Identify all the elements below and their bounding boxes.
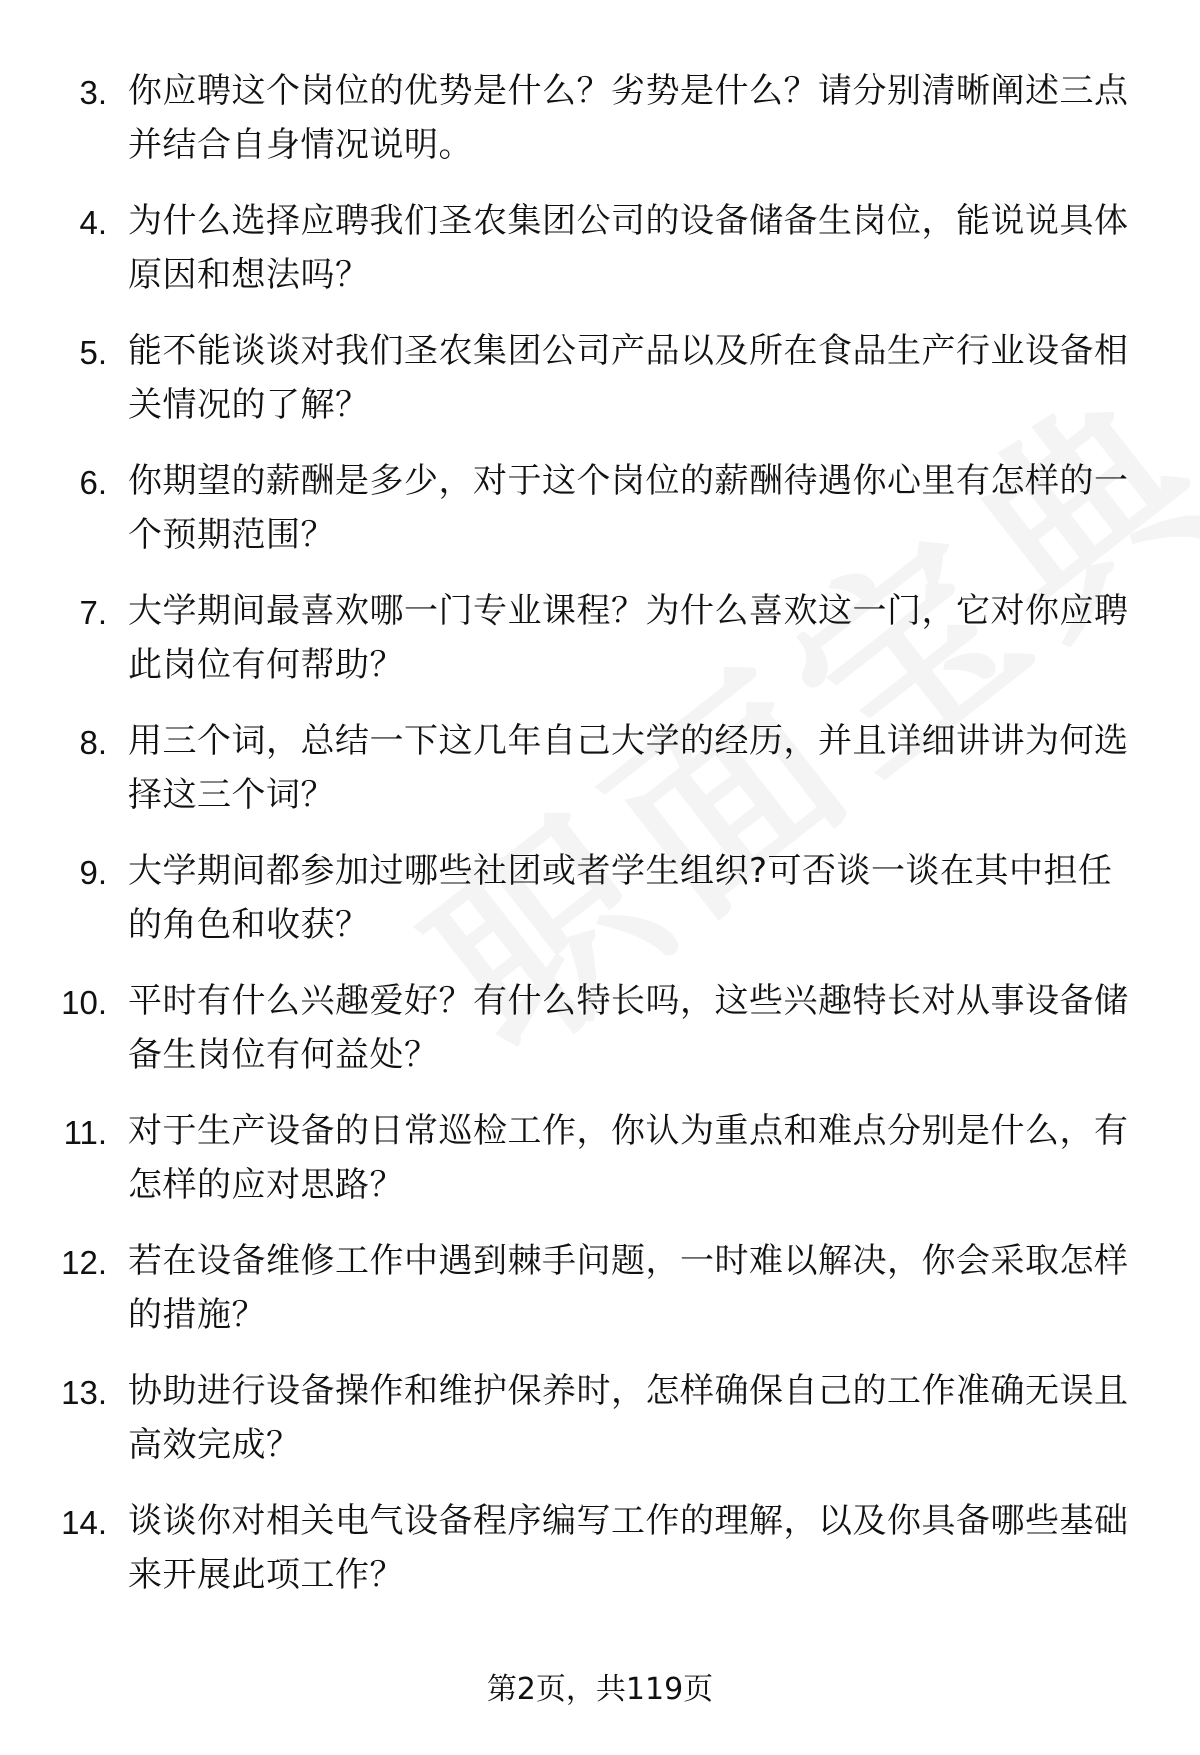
question-number: 10. (61, 984, 107, 1021)
question-number: 14. (61, 1504, 107, 1541)
question-item (0, 316, 1200, 446)
question-text: 能不能谈谈对我们圣农集团公司产品以及所在食品生产行业设备相关情况的了解？ (128, 331, 1129, 425)
question-number: 7. (79, 594, 107, 631)
question-text: 大学期间最喜欢哪一门专业课程？为什么喜欢这一门，它对你应聘此岗位有何帮助？ (128, 591, 1129, 685)
question-number: 9. (79, 854, 107, 891)
question-number: 8. (79, 724, 107, 761)
question-text: 你期望的薪酬是多少，对于这个岗位的薪酬待遇你心里有怎样的一个预期范围？ (128, 461, 1129, 555)
page-number-label: 第2页，共119页 (486, 1672, 714, 1707)
question-item (0, 186, 1200, 316)
question-item (0, 1226, 1200, 1356)
question-item (0, 1096, 1200, 1226)
question-number: 13. (61, 1374, 107, 1411)
question-item (0, 966, 1200, 1096)
question-item (0, 706, 1200, 836)
question-item (0, 1356, 1200, 1486)
question-number: 6. (79, 464, 107, 501)
question-number: 5. (79, 334, 107, 371)
question-number: 12. (61, 1244, 107, 1281)
question-text: 谈谈你对相关电气设备程序编写工作的理解，以及你具备哪些基础来开展此项工作？ (128, 1501, 1129, 1595)
question-text: 为什么选择应聘我们圣农集团公司的设备储备生岗位，能说说具体原因和想法吗？ (128, 201, 1129, 295)
question-item (0, 576, 1200, 706)
question-text: 协助进行设备操作和维护保养时，怎样确保自己的工作准确无误且高效完成？ (128, 1371, 1129, 1465)
question-number: 4. (79, 204, 107, 241)
question-number: 3. (79, 74, 107, 111)
question-item (0, 56, 1200, 186)
question-text: 大学期间都参加过哪些社团或者学生组织?可否谈一谈在其中担任的角色和收获？ (128, 851, 1113, 945)
question-item (0, 836, 1200, 966)
question-item (0, 446, 1200, 576)
question-text: 对于生产设备的日常巡检工作，你认为重点和难点分别是什么，有怎样的应对思路？ (128, 1111, 1129, 1205)
question-item (0, 1486, 1200, 1616)
question-number: 11. (63, 1114, 107, 1151)
question-text: 若在设备维修工作中遇到棘手问题，一时难以解决，你会采取怎样的措施？ (128, 1241, 1129, 1335)
question-list (0, 56, 1200, 1616)
question-text: 用三个词，总结一下这几年自己大学的经历，并且详细讲讲为何选择这三个词？ (128, 721, 1129, 815)
question-text: 平时有什么兴趣爱好？有什么特长吗，这些兴趣特长对从事设备储备生岗位有何益处？ (128, 981, 1129, 1075)
question-text: 你应聘这个岗位的优势是什么？劣势是什么？请分别清晰阐述三点并结合自身情况说明。 (128, 71, 1129, 165)
page-footer (0, 1670, 1200, 1710)
